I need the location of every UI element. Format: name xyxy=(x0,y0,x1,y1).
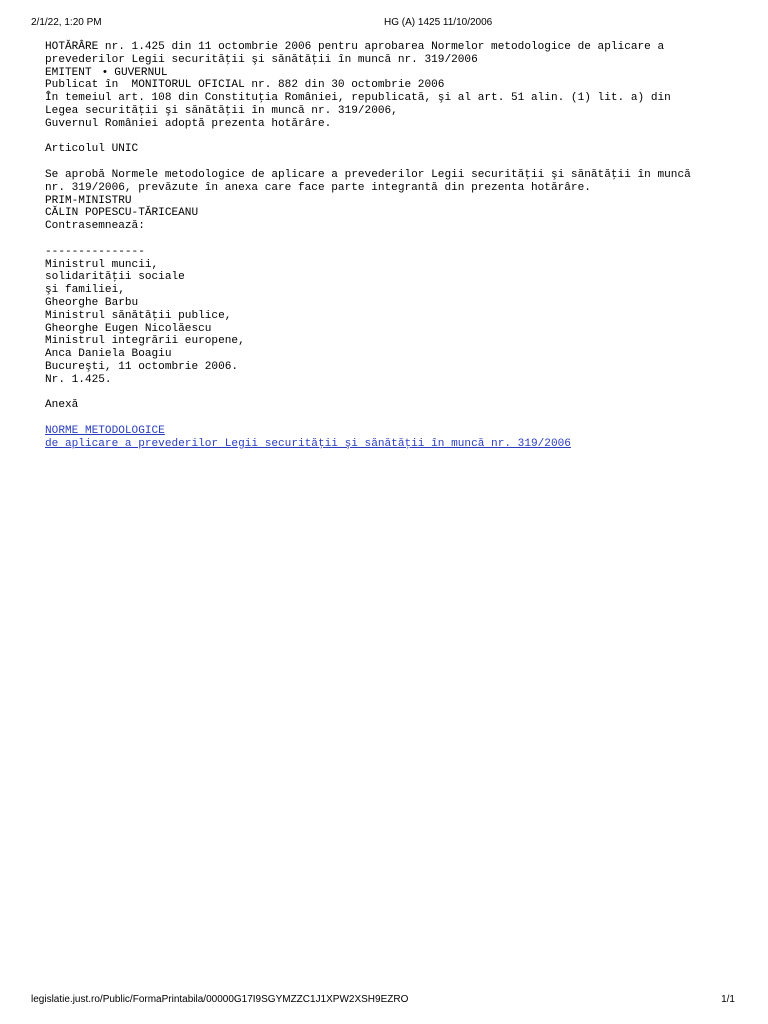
print-header xyxy=(0,17,768,31)
preamble-line-2: Legea securităţii şi sănătăţii în muncă nr. 319/2006, xyxy=(45,104,398,117)
prime-minister-name: CĂLIN POPESCU-TĂRICEANU xyxy=(45,207,199,220)
emitent-label: EMITENT xyxy=(45,66,92,79)
print-page-number: 1/1 xyxy=(721,994,735,1005)
document-title-line-1: HOTĂRÂRE nr. 1.425 din 11 octombrie 2006 pentru aprobarea Normelor metodologice de aplicare a xyxy=(45,41,665,53)
signatory-line: Ministrul muncii, xyxy=(45,258,159,271)
signatory-line: Gheorghe Eugen Nicolăescu xyxy=(45,322,212,335)
print-url: legislatie.just.ro/Public/FormaPrintabila/00000G17I9SGYMZZC1J1XPW2XSH9EZRO xyxy=(31,994,409,1005)
print-datetime: 2/1/22, 1:20 PM xyxy=(31,17,102,28)
spacer xyxy=(45,233,745,246)
annex-link-title[interactable]: NORME METODOLOGICE xyxy=(45,424,165,437)
article-heading: Articolul UNIC xyxy=(45,143,139,156)
signatory-line: şi familiei, xyxy=(45,284,125,297)
spacer xyxy=(45,387,745,400)
countersign-label: Contrasemnează: xyxy=(45,220,145,233)
prime-minister-title: PRIM-MINISTRU xyxy=(45,194,132,207)
bullet-icon: • xyxy=(101,66,109,79)
signatory-line: Ministrul sănătăţii publice, xyxy=(45,309,232,322)
document-body xyxy=(45,41,745,451)
signatory-line: solidarităţii sociale xyxy=(45,271,185,284)
spacer xyxy=(45,131,745,144)
signatory-line: Ministrul integrării europene, xyxy=(45,335,245,348)
spacer xyxy=(45,412,745,425)
print-page-title: HG (A) 1425 11/10/2006 xyxy=(384,17,493,28)
emitent-value: GUVERNUL xyxy=(114,66,168,79)
article-line-2: nr. 319/2006, prevăzute în anexa care face parte integrantă din prezenta hotărâre. xyxy=(45,181,591,194)
act-number: Nr. 1.425. xyxy=(45,373,112,386)
emitent-line xyxy=(45,67,745,80)
spacer xyxy=(45,156,745,169)
signing-place-date: Bucureşti, 11 octombrie 2006. xyxy=(45,360,239,373)
separator-line: --------------- xyxy=(45,245,145,258)
published-line: Publicat în MONITORUL OFICIAL nr. 882 din 30 octombrie 2006 xyxy=(45,79,445,92)
signatory-line: Anca Daniela Boagiu xyxy=(45,348,172,361)
article-line-1: Se aprobă Normele metodologice de aplicare a prevederilor Legii securităţii şi sănătăţii în muncă xyxy=(45,168,691,181)
preamble-line-1: În temeiul art. 108 din Constituţia României, republicată, şi al art. 51 alin. (1) lit. a) din xyxy=(45,92,671,105)
annex-link-subtitle[interactable]: de aplicare a prevederilor Legii securităţii şi sănătăţii în muncă nr. 319/2006 xyxy=(45,437,571,450)
document-title-line-2: prevederilor Legii securităţii şi sănătăţii în muncă nr. 319/2006 xyxy=(45,53,478,66)
print-footer xyxy=(0,994,768,1008)
annex-label: Anexă xyxy=(45,399,79,412)
signatory-line: Gheorghe Barbu xyxy=(45,296,139,309)
preamble-line-3: Guvernul României adoptă prezenta hotărâre. xyxy=(45,117,332,130)
